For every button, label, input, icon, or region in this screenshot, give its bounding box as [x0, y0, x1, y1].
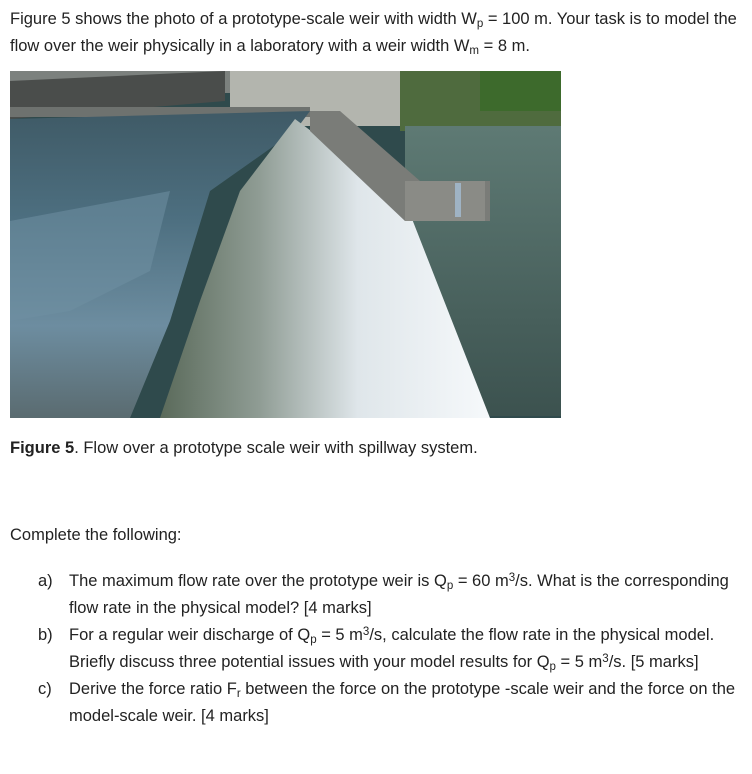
- question-b: [38, 622, 748, 676]
- question-a: [38, 568, 748, 622]
- question-text: For a regular weir discharge of $Q_p = 5$ $m^3/s$, calculate the flow rate in the physical model. Briefly discuss three potential issues with your model results for $Q_p = 5$ $m^3/s$. [5 marks]: [69, 625, 715, 673]
- question-c: [38, 676, 748, 730]
- intro-sub-m: m: [469, 44, 480, 57]
- question-text: Derive the force ratio $F_r$ between the force on the prototype -scale weir and the force on the model-scale weir. [4 marks]: [69, 680, 736, 725]
- question-list: [38, 568, 748, 730]
- intro-text-3: = 8 m.: [479, 37, 530, 55]
- intro-text-1: Figure 5 shows the photo of a prototype-scale weir with width W: [10, 10, 477, 28]
- weir-photo: [10, 71, 561, 418]
- question-label: b): [38, 626, 53, 644]
- question-text: The maximum flow rate over the prototype weir is $Q_p = 60$ $m^3/s$. What is the corresponding flow rate in the physical model? [4 marks]: [69, 571, 729, 617]
- caption-label: Figure 5: [10, 439, 75, 457]
- question-label: c): [38, 680, 52, 698]
- intro-paragraph: [10, 6, 745, 60]
- figure-caption: [10, 439, 478, 458]
- caption-text: . Flow over a prototype scale weir with spillway system.: [74, 439, 478, 457]
- intro-text-2: = 100 m. Your task is to model the flow over the weir physically in a laboratory with a weir width W: [10, 10, 737, 55]
- instruction-line: Complete the following:: [10, 526, 182, 544]
- question-label: a): [38, 572, 53, 590]
- intro-sub-p: p: [476, 17, 484, 30]
